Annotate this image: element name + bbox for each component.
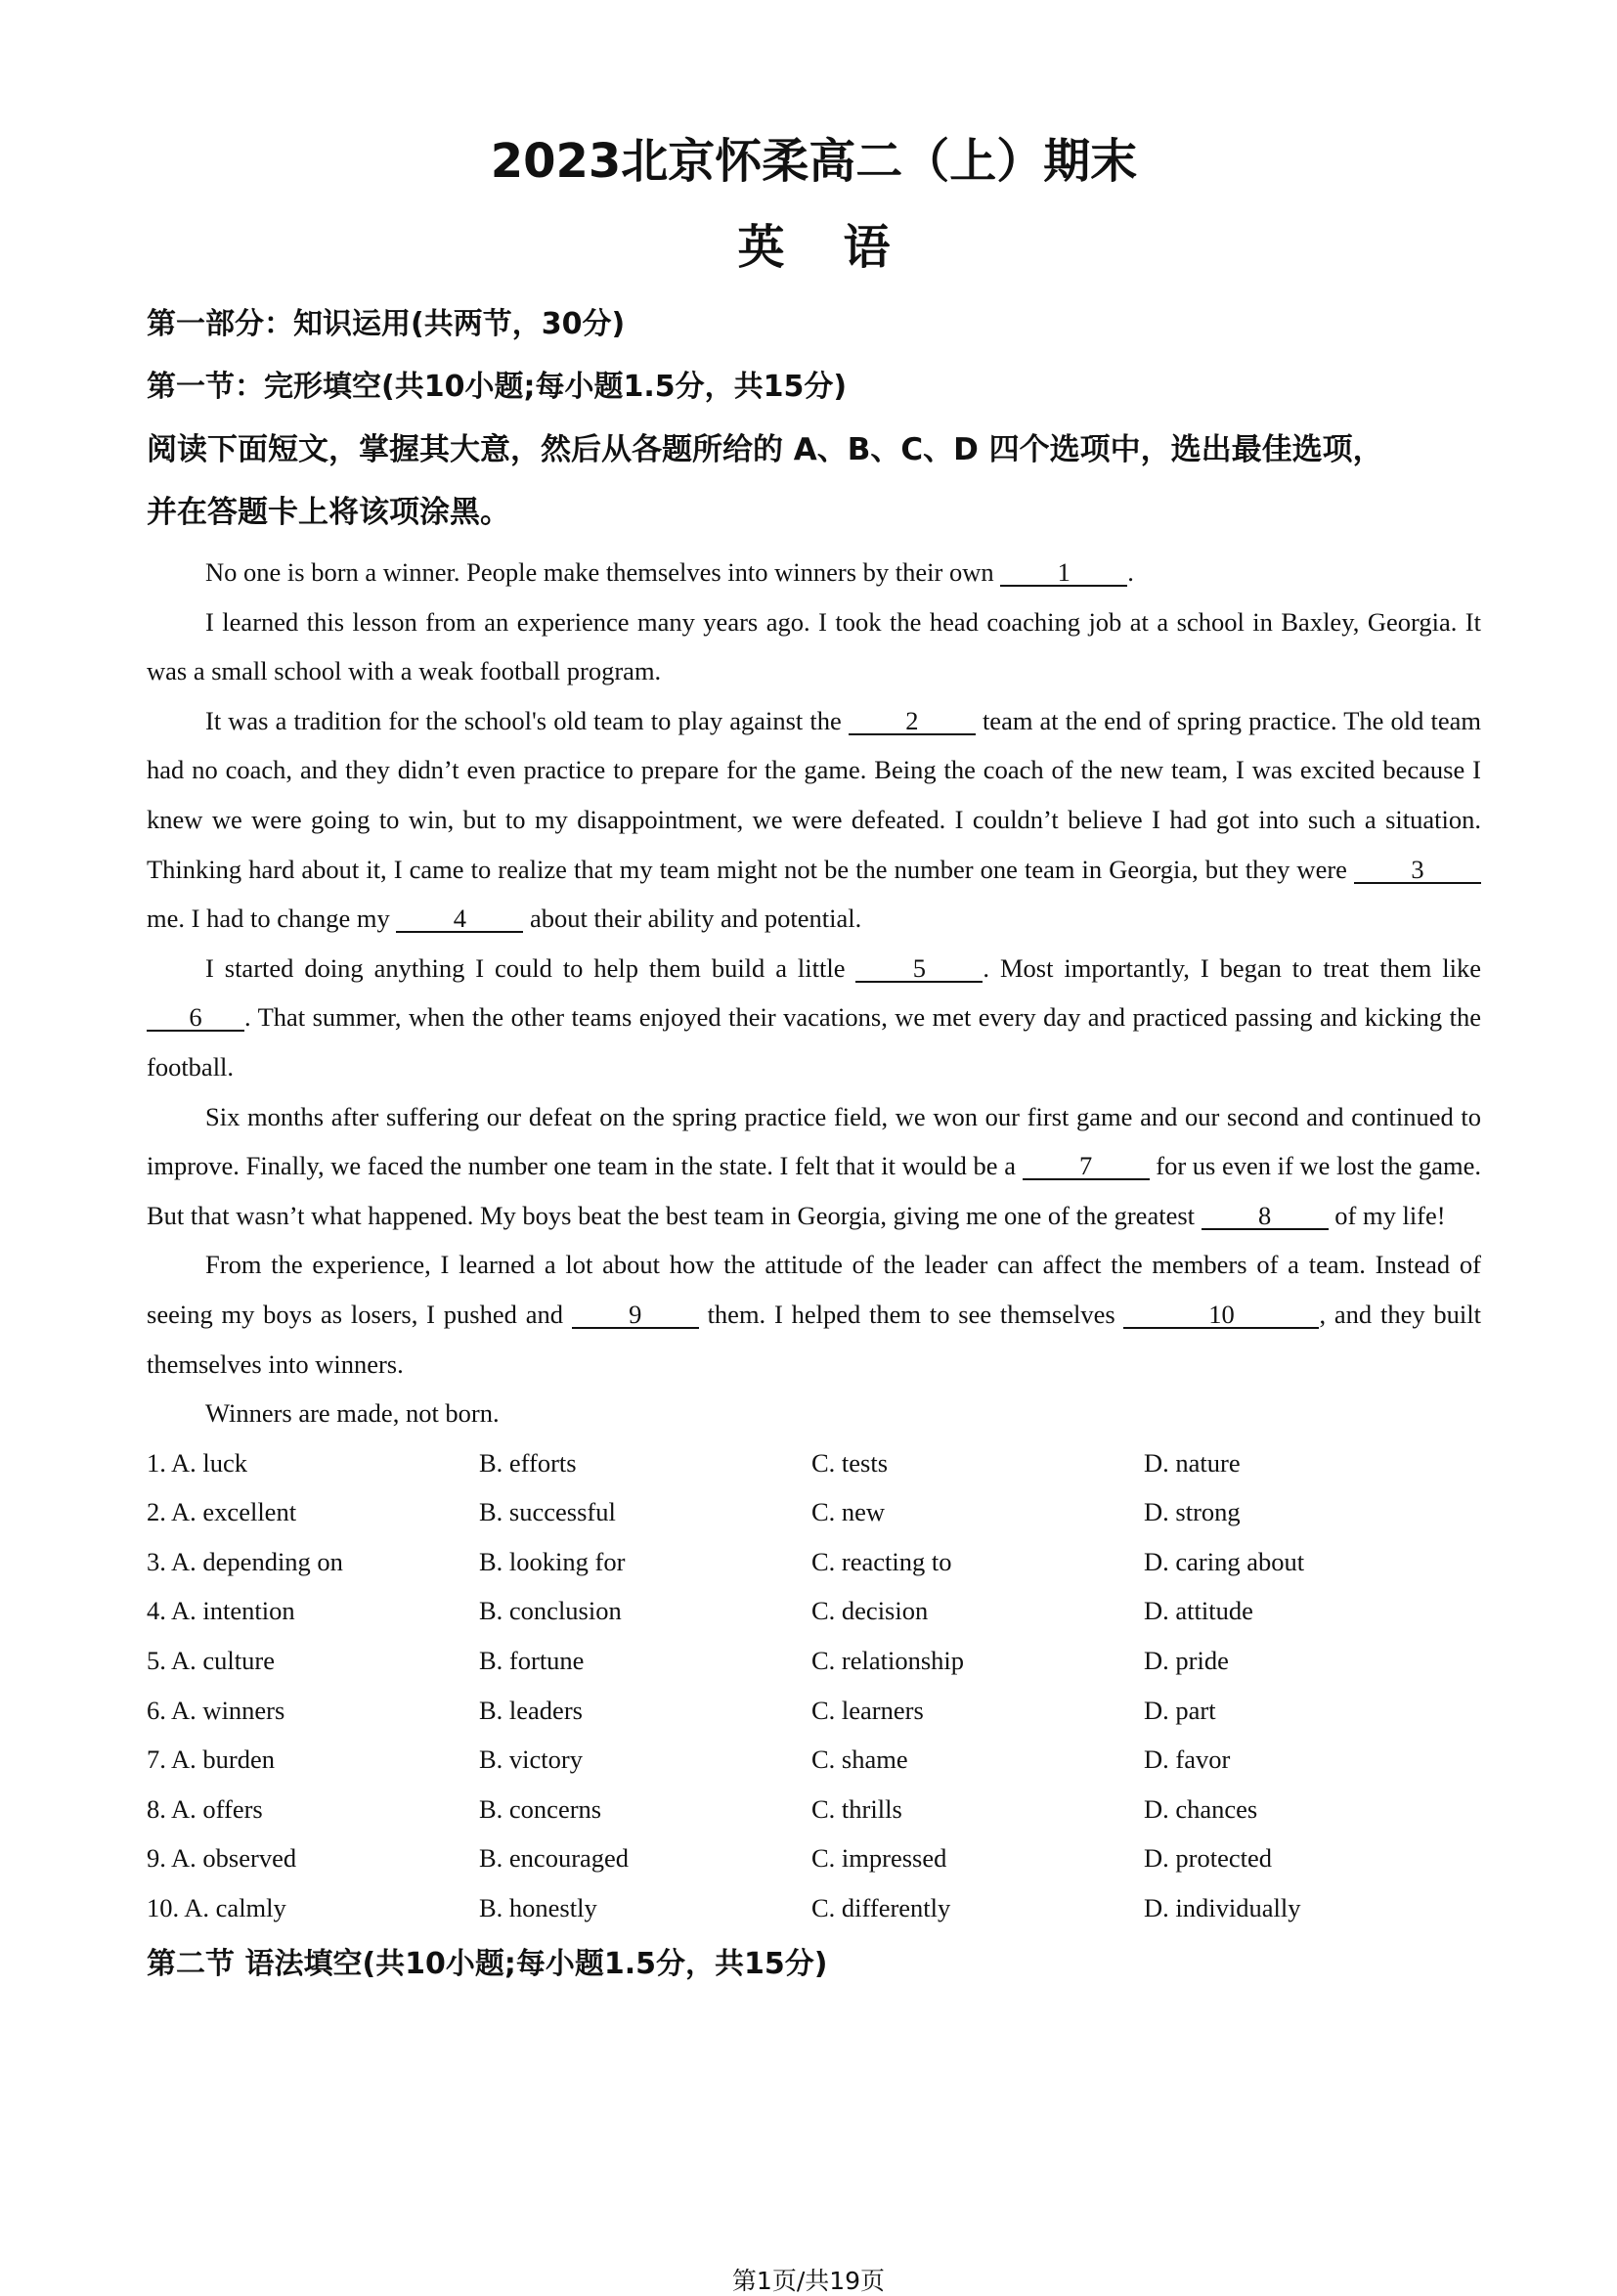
option-b: B. concerns [479,1793,602,1824]
option-d: D. strong [1144,1497,1241,1527]
text-run: No one is born a winner. People make themselves into winners by their own [205,557,1001,587]
subject-title: 英语 [737,220,949,275]
text-run: them. I helped them to see themselves [698,1299,1124,1329]
option-b: B. successful [479,1497,616,1527]
option-row [147,1636,1481,1686]
exam-title: 2023北京怀柔高二（上）期末 [490,134,1138,189]
blank-4: 4 [396,905,523,933]
text-run: It was a tradition for the school's old team to play against the [205,705,849,735]
option-b: B. victory [479,1744,583,1775]
option-row [147,1785,1481,1834]
text-run: team at the end of spring practice. The old team had no coach, and they didn’t even practice to prepare for the game. Being the coach of the new team, I was excited because I knew we were going to win, but to my disappointment, we were defeated. I couldn’t believe I had got into such a situation. Thinking hard about it, I came to realize that my team might not be the number one team in Georgia, but they were [147,705,1481,884]
option-c: C. learners [811,1695,924,1725]
option-a: 2. A. excellent [147,1497,297,1527]
option-c: C. impressed [811,1843,947,1874]
instruction-line-1: 阅读下面短文，掌握其大意，然后从各题所给的 A、B、C、D 四个选项中，选出最佳选项， [147,432,1383,467]
text-run: . [1127,557,1134,587]
option-d: D. pride [1144,1646,1229,1676]
text-run: Six months after suffering our defeat on the spring practice field, we won our first game and our second and continued to improve. Finally, we faced the number one team in the state. I felt that it would be a [147,1101,1481,1181]
option-b: B. leaders [479,1695,583,1725]
paragraph-2: I learned this lesson from an experience many years ago. I took the head coaching job at a school in Baxley, Georgia. It was a small school with a weak football program. [147,606,1481,686]
blank-3: 3 [1354,857,1481,884]
blank-2: 2 [849,708,976,735]
option-row [147,1833,1481,1883]
blank-6: 6 [147,1004,244,1032]
option-c: C. differently [811,1893,951,1923]
option-b: B. looking for [479,1546,626,1576]
paragraph-6 [147,1240,1481,1389]
section2-heading: 第二节 语法填空(共10小题;每小题1.5分，共15分) [147,1946,828,1981]
option-row [147,1438,1481,1488]
text-run: From the experience, I learned a lot about how the attitude of the leader can affect the members of a team. Instead of seeing my boys as losers, I pushed and [147,1250,1481,1329]
option-row [147,1735,1481,1785]
option-c: C. reacting to [811,1546,952,1576]
option-b: B. conclusion [479,1596,622,1626]
option-b: B. honestly [479,1893,597,1923]
instruction-line-2: 并在答题卡上将该项涂黑。 [147,495,510,530]
option-d: D. individually [1144,1893,1301,1923]
option-row [147,1537,1481,1587]
option-b: B. encouraged [479,1843,630,1874]
paragraph-3 [147,696,1481,944]
section1-heading: 第一节：完形填空(共10小题;每小题1.5分，共15分) [147,370,848,404]
option-a: 9. A. observed [147,1843,297,1874]
option-a: 7. A. burden [147,1744,276,1775]
text-run: , and they built themselves into winners. [147,1299,1482,1379]
option-c: C. decision [811,1596,929,1626]
option-d: D. part [1144,1695,1216,1725]
option-a: 1. A. luck [147,1447,248,1478]
text-run: for us even if we lost the game. But that wasn’t what happened. My boys beat the best team in Georgia, giving me one of the greatest [147,1151,1482,1230]
paragraph-1 [147,548,1481,597]
text-run: . Most importantly, I began to treat them like [983,952,1481,983]
option-a: 10. A. calmly [147,1893,286,1923]
option-b: B. fortune [479,1646,585,1676]
text-run: . That summer, when the other teams enjoyed their vacations, we met every day and practiced passing and kicking the football. [147,1002,1481,1082]
blank-5: 5 [855,955,983,983]
option-a: 6. A. winners [147,1695,285,1725]
option-c: C. new [811,1497,886,1527]
blank-7: 7 [1023,1153,1150,1180]
cloze-passage [147,548,1481,1438]
part1-heading: 第一部分：知识运用(共两节，30分) [147,307,626,341]
option-d: D. nature [1144,1447,1241,1478]
option-row [147,1487,1481,1537]
option-c: C. relationship [811,1646,965,1676]
page-number: 第1页/共19页 [731,2267,886,2295]
option-b: B. efforts [479,1447,577,1478]
option-d: D. attitude [1144,1596,1253,1626]
option-a: 4. A. intention [147,1596,295,1626]
option-row [147,1686,1481,1736]
option-d: D. favor [1144,1744,1231,1775]
exam-page [147,127,1481,1996]
blank-10: 10 [1123,1302,1319,1329]
option-d: D. chances [1144,1793,1258,1824]
text-run: me. I had to change my [147,904,397,934]
option-row [147,1883,1481,1933]
blank-9: 9 [572,1302,699,1329]
paragraph-7: Winners are made, not born. [205,1398,500,1429]
paragraph-5 [147,1092,1481,1241]
blank-1: 1 [1000,559,1127,587]
text-run: I started doing anything I could to help them build a little [205,952,856,983]
text-run: of my life! [1328,1200,1446,1230]
option-c: C. tests [811,1447,889,1478]
option-a: 5. A. culture [147,1646,275,1676]
option-d: D. protected [1144,1843,1272,1874]
blank-8: 8 [1202,1203,1329,1230]
text-run: about their ability and potential. [523,904,862,934]
option-a: 8. A. offers [147,1793,263,1824]
option-a: 3. A. depending on [147,1546,343,1576]
paragraph-4 [147,944,1481,1092]
option-d: D. caring about [1144,1546,1305,1576]
option-c: C. thrills [811,1793,902,1824]
option-c: C. shame [811,1744,908,1775]
option-row [147,1586,1481,1636]
answer-options [147,1438,1481,1933]
